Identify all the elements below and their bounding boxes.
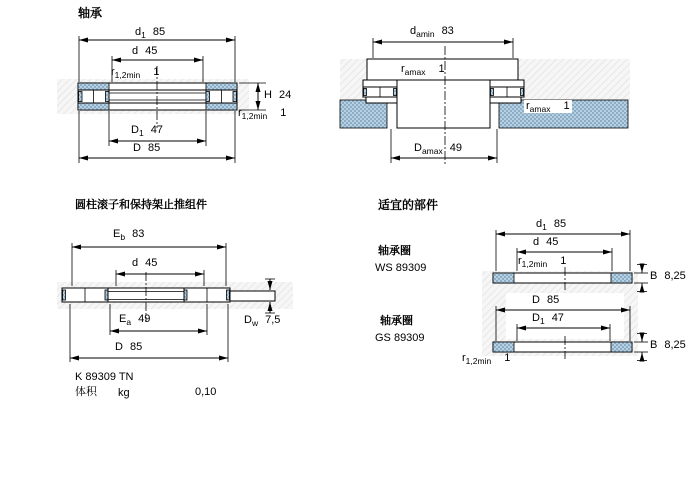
mass-value: 0,10 <box>195 386 217 398</box>
roller-projection <box>230 291 275 301</box>
section-title-bearing: 轴承 <box>78 6 103 20</box>
shaft-bore <box>397 80 490 128</box>
section-title-parts: 适宜的部件 <box>378 198 439 212</box>
bearing-left <box>363 80 397 103</box>
ws-part-label: 轴承圈 <box>378 245 411 257</box>
assembly-designation: K 89309 TN <box>75 371 134 383</box>
dim-label-Damax: $D_{amax}$ 49 <box>414 142 462 157</box>
dim-label-r12-gs: $r_{1,2min}$ 1 <box>462 352 511 367</box>
ws-washer-section-right <box>611 273 632 283</box>
dim-label-ramax-right: $r_{amax}$ 1 <box>526 100 570 115</box>
dim-label-Eb: $E_b$ 83 <box>113 228 145 243</box>
dim-label-d1: $d_1$ 85 <box>135 26 166 41</box>
dim-label-r12-top: $r_{1,2min}$ 1 <box>111 66 160 81</box>
cage-lip <box>63 290 66 300</box>
dim-label-r12-bottom: $r_{1,2min}$ 1 <box>238 107 287 122</box>
dim-label-damin: $d_{amin}$ 83 <box>410 25 454 40</box>
bottom-washer-right <box>206 103 237 110</box>
bearing-right <box>490 80 524 103</box>
dim-label-Dw: $D_w$ 7,5 <box>244 314 281 329</box>
dim-label-D1-gs: $D_1$ 47 <box>532 312 564 327</box>
bearing-cross-section-drawing <box>57 36 266 163</box>
dim-label-ramax-top: $r_{amax}$ 1 <box>401 63 445 78</box>
gs-washer-section-left <box>493 342 514 352</box>
cage-lip <box>206 92 210 102</box>
ws-washer-section-left <box>493 273 514 283</box>
dim-label-r12-ws: $r_{1,2min}$ 1 <box>518 255 567 270</box>
washers-drawing <box>482 230 648 361</box>
mass-label: 体积 <box>75 386 97 398</box>
dim-label-Ea: $E_a$ 49 <box>119 313 151 328</box>
bottom-washer-left <box>78 103 109 110</box>
gs-washer-section-right <box>611 342 632 352</box>
dim-label-D1: $D_1$ 47 <box>131 124 163 139</box>
dim-label-d-assembly: d 45 <box>132 257 158 269</box>
dim-label-B-ws: B 8,25 <box>650 270 686 282</box>
top-washer-right <box>206 83 237 90</box>
gs-part-designation: GS 89309 <box>375 332 425 344</box>
housing-left <box>340 100 387 128</box>
ws-part-designation: WS 89309 <box>375 262 427 274</box>
dim-label-H: H 24 <box>264 89 292 101</box>
dim-label-D-gs: D 85 <box>532 294 560 306</box>
cage-lip <box>106 92 110 102</box>
dim-label-d1-ws: $d_1$ 85 <box>536 218 567 233</box>
dim-label-d-ws: d 45 <box>533 236 559 248</box>
section-title-assembly: 圆柱滚子和保持架止推组件 <box>75 199 207 211</box>
cage-lip <box>233 92 237 102</box>
roller-cage-assembly-drawing <box>57 243 293 362</box>
dim-label-D: D 85 <box>133 142 161 154</box>
dim-label-d: d 45 <box>132 45 158 57</box>
cage-lip <box>79 92 83 102</box>
mounting-abutment-drawing <box>340 38 630 166</box>
cage-lip <box>227 290 230 300</box>
dim-label-D-assembly: D 85 <box>115 341 143 353</box>
top-washer-left <box>78 83 109 90</box>
dim-label-B-gs: B 8,25 <box>650 339 686 351</box>
gs-part-label: 轴承圈 <box>380 315 413 327</box>
mass-unit: kg <box>118 387 130 399</box>
